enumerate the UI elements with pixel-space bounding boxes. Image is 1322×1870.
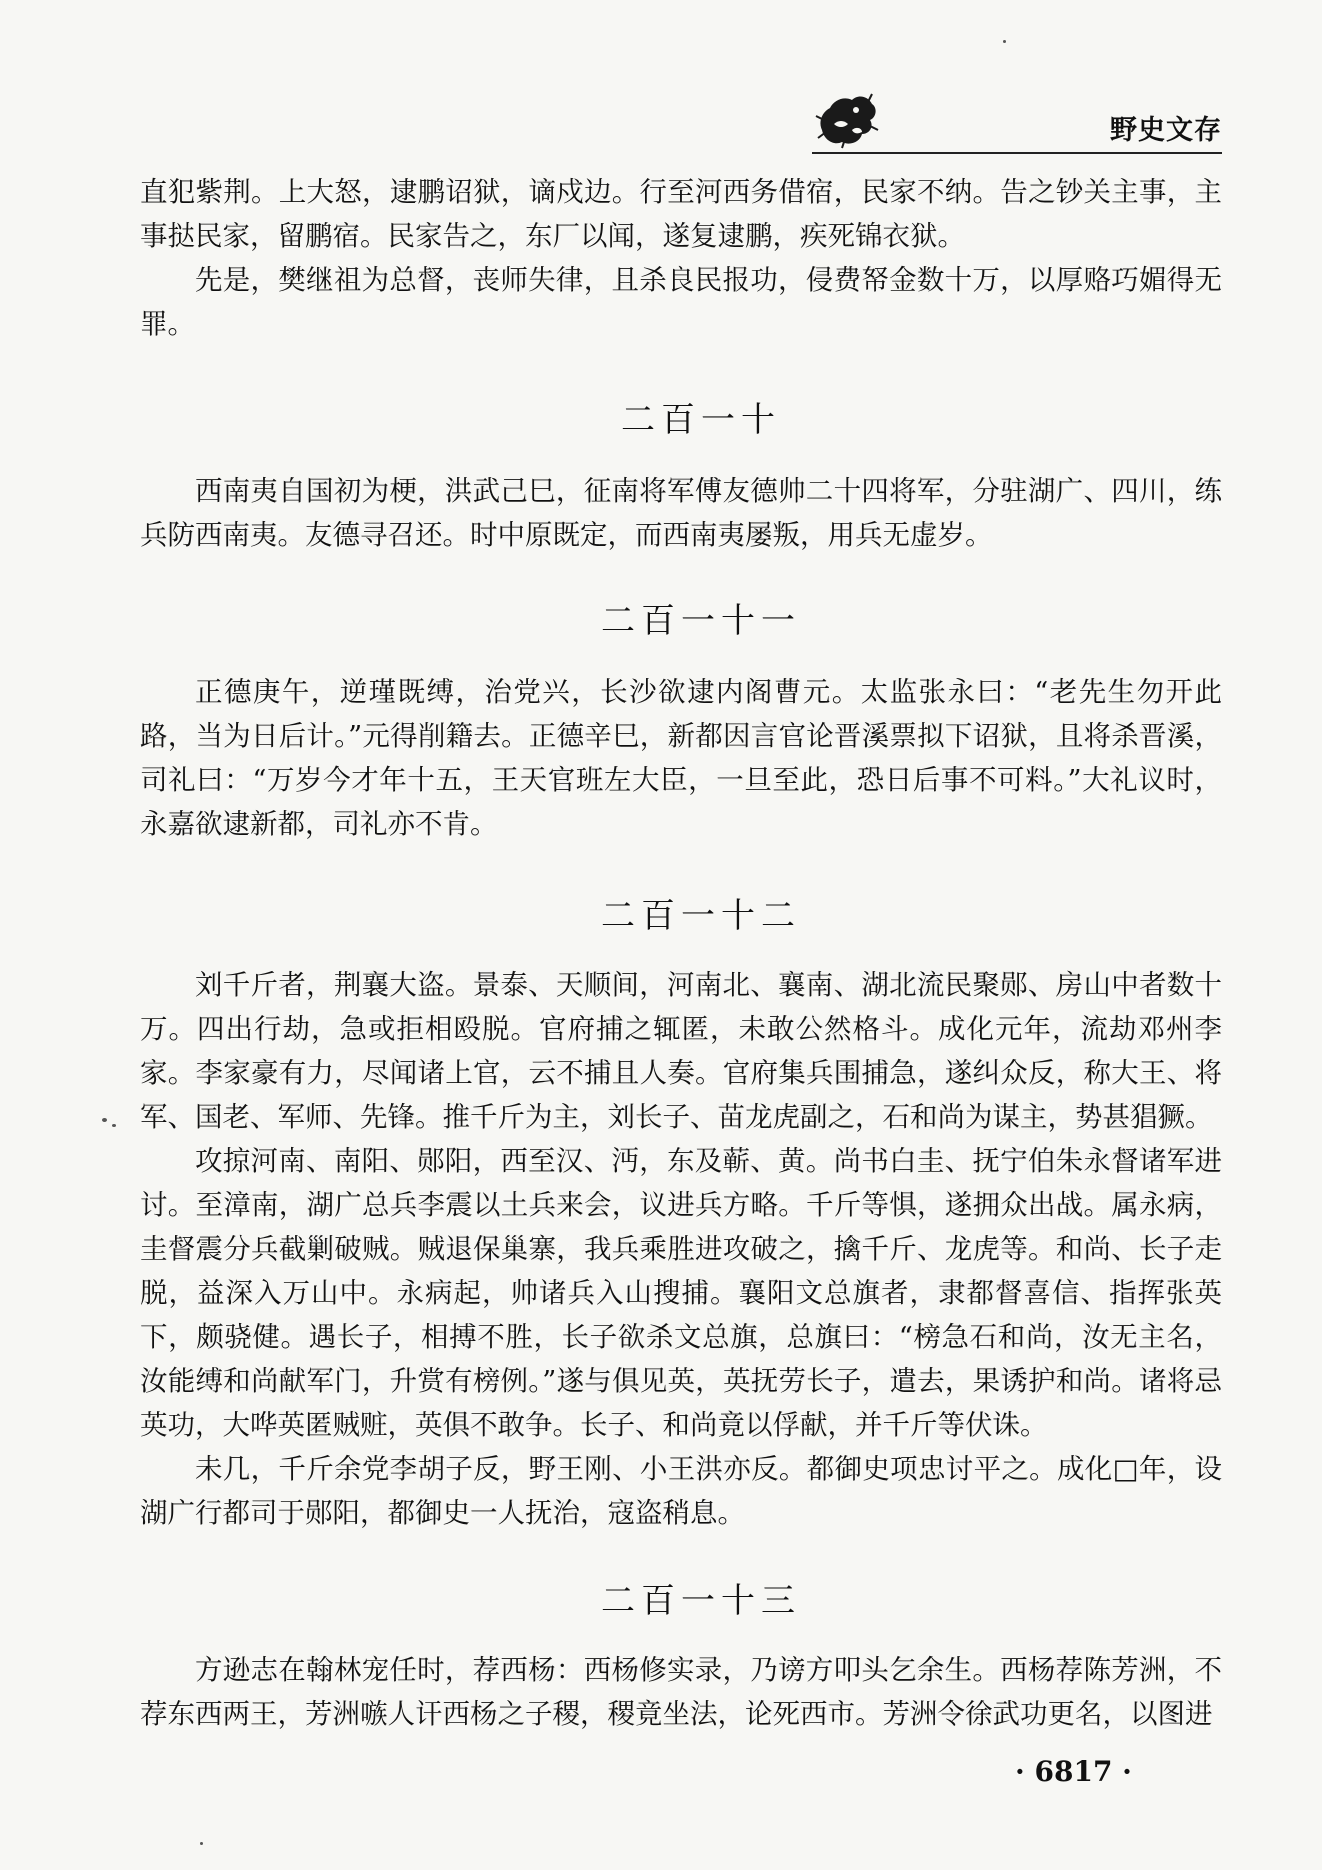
page-number: · 6817 · <box>1015 1755 1132 1788</box>
scan-speck <box>200 1842 203 1845</box>
paragraph-continued: 直犯紫荆。上大怒，逮鹏诏狱，谪戍边。行至河西务借宿，民家不纳。告之钞关主事，主事挞民家，留鹏宿。民家告之，东厂以闻，遂复逮鹏，疾死锦衣狱。 <box>140 176 1222 252</box>
section-heading-212: 二百一十二 <box>601 896 801 936</box>
running-header <box>812 92 1222 154</box>
paragraph: 方逊志在翰林宠任时，荐西杨：西杨修实录，乃谤方叩头乞余生。西杨荐陈芳洲，不荐东西两王，芳洲嗾人讦西杨之子稷，稷竟坐法，论死西市。芳洲令徐武功更名，以图进 <box>140 1654 1222 1730</box>
section-heading-213: 二百一十三 <box>601 1581 801 1621</box>
paragraph: 刘千斤者，荆襄大盗。景泰、天顺间，河南北、襄南、湖北流民聚郧、房山中者数十万。四出行劫，急或拒相殴脱。官府捕之辄匿，未敢公然格斗。成化元年，流劫邓州李家。李家豪有力，尽闻诸上官，云不捕且人奏。官府集兵围捕急，遂纠众反，称大王、将军、国老、军师、先锋。推千斤为主，刘长子、苗龙虎副之，石和尚为谋主，势甚猖獗。 <box>140 969 1222 1133</box>
paragraph: 未几，千斤余党李胡子反，野王刚、小王洪亦反。都御史项忠讨平之。成化□年，设湖广行都司于郧阳，都御史一人抚治，寇盗稍息。 <box>140 1453 1222 1529</box>
page-body <box>140 170 1222 1736</box>
series-title: 野史文存 <box>1110 115 1222 146</box>
paragraph: 西南夷自国初为梗，洪武己巳，征南将军傅友德帅二十四将军，分驻湖广、四川，练兵防西南夷。友德寻召还。时中原既定，而西南夷屡叛，用兵无虚岁。 <box>140 475 1222 551</box>
scan-speck <box>1003 40 1006 43</box>
section-heading-211: 二百一十一 <box>601 601 801 641</box>
dragon-logo-icon <box>812 86 882 156</box>
paragraph: 攻掠河南、南阳、郧阳，西至汉、沔，东及蕲、黄。尚书白圭、抚宁伯朱永督诸军进讨。至漳南，湖广总兵李震以土兵来会，议进兵方略。千斤等惧，遂拥众出战。属永病，圭督震分兵截剿破贼。贼退保巢寨，我兵乘胜进攻破之，擒千斤、龙虎等。和尚、长子走脱，益深入万山中。永病起，帅诸兵入山搜捕。襄阳文总旗者，隶都督喜信、指挥张英下，颇骁健。遇长子，相搏不胜，长子欲杀文总旗，总旗曰：“榜急石和尚，汝无主名，汝能缚和尚献军门，升赏有榜例。”遂与俱见英，英抚劳长子，遣去，果诱护和尚。诸将忌英功，大哗英匿贼赃，英俱不敢争。长子、和尚竟以俘献，并千斤等伏诛。 <box>140 1145 1222 1441</box>
section-heading-210: 二百一十 <box>621 400 781 440</box>
paragraph: 先是，樊继祖为总督，丧师失律，且杀良民报功，侵费帑金数十万，以厚赂巧媚得无罪。 <box>140 264 1222 340</box>
scan-speck <box>112 1124 116 1127</box>
paragraph: 正德庚午，逆瑾既缚，治党兴，长沙欲逮内阁曹元。太监张永曰：“老先生勿开此路，当为日后计。”元得削籍去。正德辛巳，新都因言官论晋溪票拟下诏狱，且将杀晋溪，司礼曰：“万岁今才年十五，王天官班左大臣，一旦至此，恐日后事不可料。”大礼议时，永嘉欲逮新都，司礼亦不肯。 <box>140 676 1222 840</box>
scan-speck <box>102 1118 107 1122</box>
